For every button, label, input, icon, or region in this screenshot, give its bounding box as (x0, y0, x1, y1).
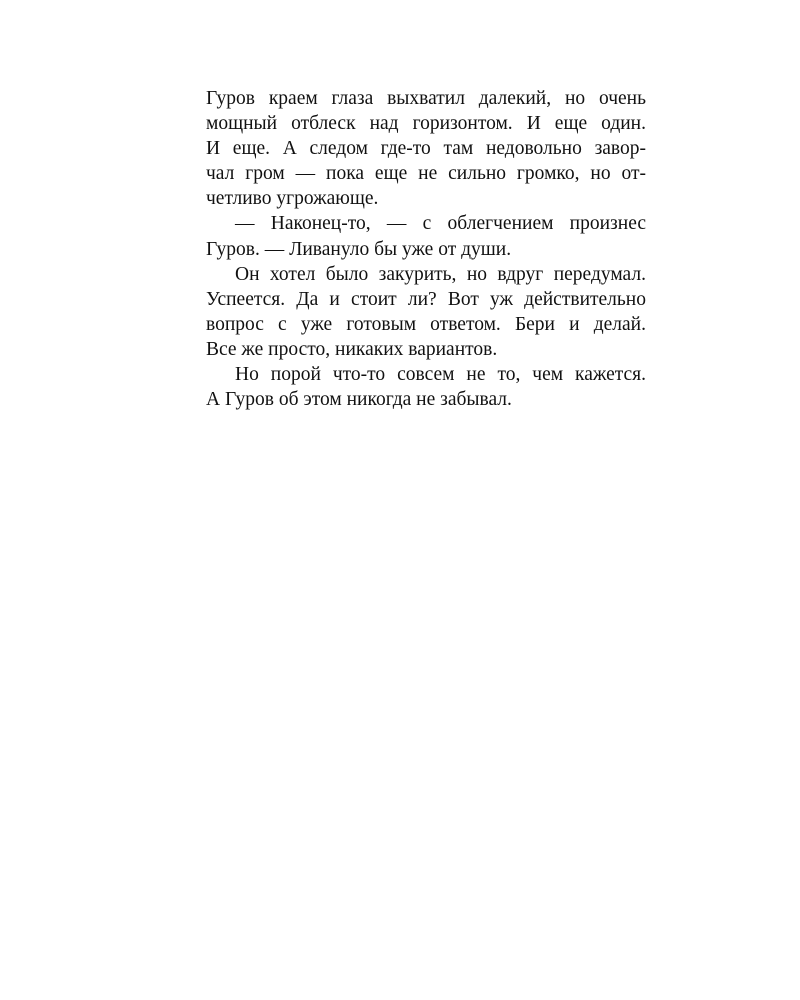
paragraph-2 (206, 211, 646, 261)
text-line: Гуров краем глаза выхватил далекий, но очень (206, 88, 646, 109)
text-line: Гуров. — Ливануло бы уже от души. (206, 238, 512, 260)
body-text (206, 86, 646, 412)
paragraph-1 (206, 86, 646, 211)
text-line: Но порой что-то совсем не то, чем кажется. (235, 364, 646, 386)
text-line: Успеется. Да и стоит ли? Вот уж действительно (206, 288, 646, 310)
text-line: Он хотел было закурить, но вдруг передумал. (235, 263, 646, 285)
text-line: А Гуров об этом никогда не забывал. (206, 389, 512, 411)
text-line: вопрос с уже готовым ответом. Бери и делай. (206, 313, 646, 335)
text-line: чал гром — пока еще не сильно громко, но от- (206, 163, 646, 185)
text-line: Все же просто, никаких вариантов. (206, 338, 498, 360)
text-line: И еще. А следом где-то там недовольно завор- (206, 138, 646, 160)
text-line: мощный отблеск над горизонтом. И еще один. (206, 113, 646, 135)
text-line: — Наконец-то, — с облегчением произнес (235, 213, 646, 235)
paragraph-4 (206, 362, 646, 412)
paragraph-3 (206, 262, 646, 362)
text-line: четливо угрожающе. (206, 188, 379, 210)
